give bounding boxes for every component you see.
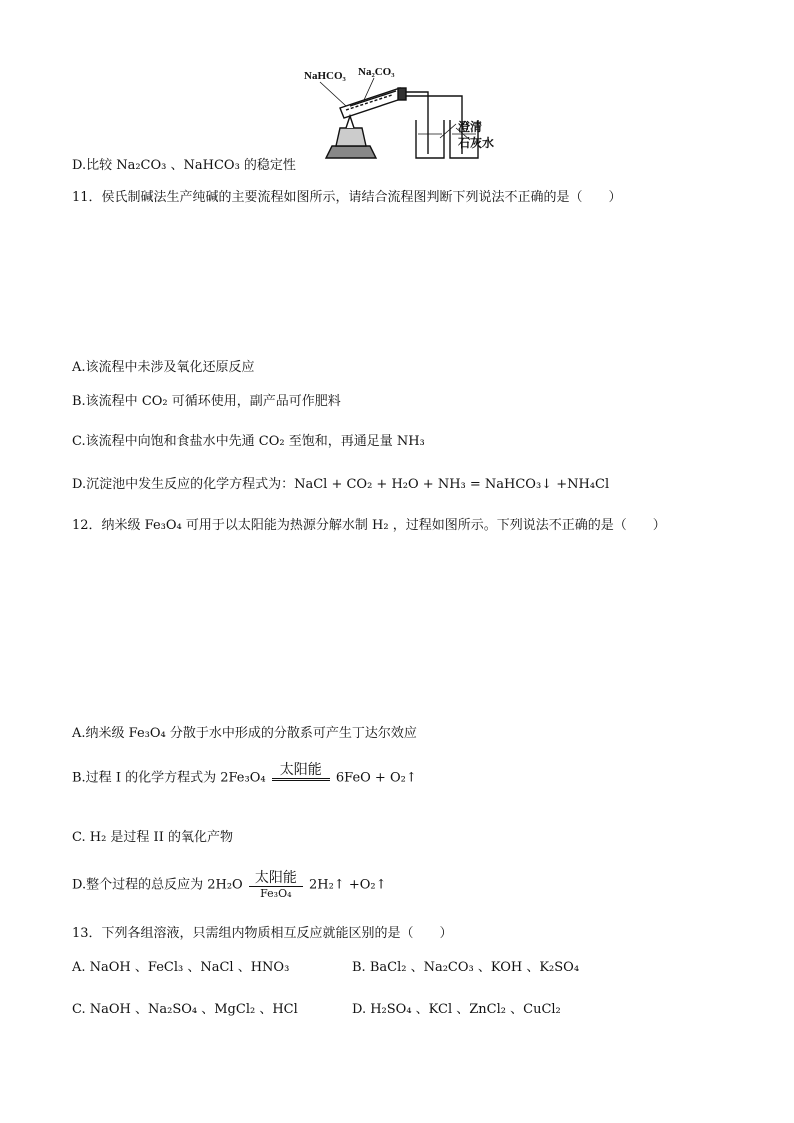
q12-option-b [72, 762, 417, 795]
q12-b-condition: 太阳能 [279, 762, 322, 778]
label-limewater-1: 澄清 [458, 120, 483, 134]
q11-option-d: D.沉淀池中发生反应的化学方程式为：NaCl + CO₂ + H₂O + NH₃ = NaHCO₃↓ +NH₄Cl [72, 477, 610, 492]
q12-d-pre: D.整个过程的总反应为 2H₂O [72, 877, 243, 893]
q12-d-condition-top: 太阳能 [254, 870, 297, 886]
label-nahco3: NaHCO₃ [304, 70, 346, 82]
q12-d-post: 2H₂↑ +O₂↑ [308, 877, 387, 893]
reaction-condition [272, 762, 330, 795]
apparatus-drawing [300, 62, 510, 162]
q11-stem: 11．侯氏制碱法生产纯碱的主要流程如图所示，请结合流程图判断下列说法不正确的是（ ） [72, 190, 622, 205]
q12-d-condition-bottom: Fe₃O₄ [260, 887, 292, 900]
q12-option-a: A.纳米级 Fe₃O₄ 分散于水中形成的分散系可产生丁达尔效应 [72, 726, 417, 741]
label-limewater-2: 石灰水 [458, 136, 495, 150]
q12-stem: 12．纳米级 Fe₃O₄ 可用于以太阳能为热源分解水制 H₂ ，过程如图所示。下列说法不正确的是（ ） [72, 518, 666, 533]
reaction-condition [249, 870, 303, 901]
q13-option-a: A. NaOH 、FeCl₃ 、NaCl 、HNO₃ [72, 960, 290, 975]
q11-option-b: B.该流程中 CO₂ 可循环使用，副产品可作肥料 [72, 394, 341, 409]
q12-b-pre: B.过程 I 的化学方程式为 2Fe₃O₄ [72, 770, 266, 786]
q13-stem: 13．下列各组溶液，只需组内物质相互反应就能区别的是（ ） [72, 926, 453, 941]
label-na2co3: Na₂CO₃ [358, 66, 395, 78]
q12-b-post: 6FeO + O₂↑ [335, 770, 417, 786]
q12-option-c: C. H₂ 是过程 II 的氧化产物 [72, 830, 233, 845]
q10-option-d: D.比较 Na₂CO₃ 、NaHCO₃ 的稳定性 [72, 158, 296, 173]
q13-option-c: C. NaOH 、Na₂SO₄ 、MgCl₂ 、HCl [72, 1002, 298, 1017]
q12-option-d [72, 870, 386, 901]
q13-option-d: D. H₂SO₄ 、KCl 、ZnCl₂ 、CuCl₂ [352, 1002, 561, 1017]
q11-option-c: C.该流程中向饱和食盐水中先通 CO₂ 至饱和，再通足量 NH₃ [72, 434, 425, 449]
q11-option-a: A.该流程中未涉及氧化还原反应 [72, 360, 255, 375]
q13-option-b: B. BaCl₂ 、Na₂CO₃ 、KOH 、K₂SO₄ [352, 960, 580, 975]
apparatus-figure [300, 62, 510, 162]
